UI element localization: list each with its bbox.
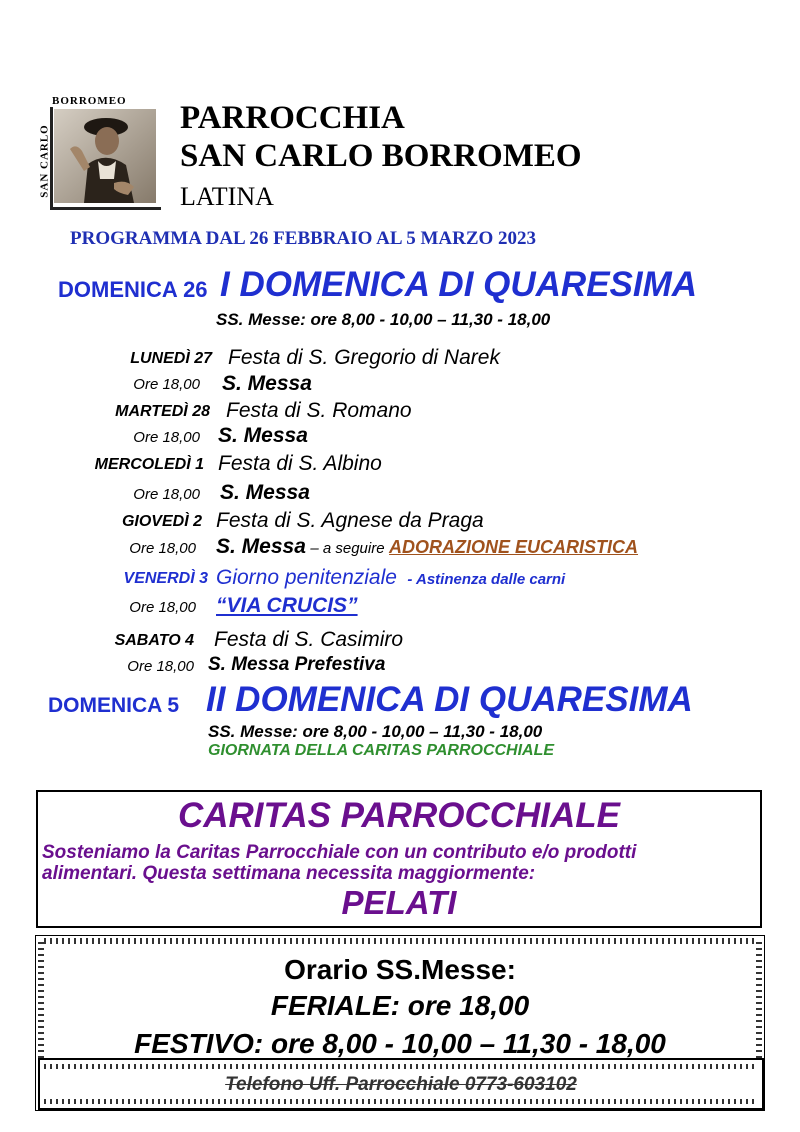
day-label: SABATO 4 bbox=[114, 632, 194, 649]
sunday2-note: GIORNATA DELLA CARITAS PARROCCHIALE bbox=[208, 742, 555, 759]
day-time: Ore 18,00 bbox=[127, 658, 194, 675]
caritas-box bbox=[36, 790, 762, 928]
day-event: S. Messa bbox=[222, 372, 312, 395]
day-label: LUNEDÌ 27 bbox=[130, 350, 212, 367]
parish-logo bbox=[38, 95, 162, 209]
greek-key-border-phone-bottom bbox=[44, 1099, 758, 1104]
day-label: GIOVEDÌ 2 bbox=[121, 513, 202, 530]
logo-side-text: SAN CARLO bbox=[38, 124, 51, 198]
day-time: Ore 18,00 bbox=[133, 486, 200, 503]
orario-festivo: FESTIVO: ore 8,00 - 10,00 – 11,30 - 18,00 bbox=[134, 1028, 666, 1059]
program-title: PROGRAMMA DAL 26 FEBBRAIO AL 5 MARZO 2023 bbox=[70, 228, 537, 249]
sunday2-title: II DOMENICA DI QUARESIMA bbox=[206, 680, 693, 719]
greek-key-border-phone-top bbox=[44, 1064, 758, 1069]
parish-title: PARROCCHIA bbox=[180, 100, 405, 136]
parish-city: LATINA bbox=[180, 182, 274, 211]
day-feast: Giorno penitenziale bbox=[216, 566, 397, 589]
caritas-item: PELATI bbox=[341, 884, 457, 921]
day-time: Ore 18,00 bbox=[133, 429, 200, 446]
sunday1-masses: SS. Messe: ore 8,00 - 10,00 – 11,30 - 18,00 bbox=[216, 310, 551, 329]
sunday1-title: I DOMENICA DI QUARESIMA bbox=[220, 265, 698, 304]
day-feast: Festa di S. Gregorio di Narek bbox=[228, 346, 500, 369]
day-time: Ore 18,00 bbox=[133, 376, 200, 393]
day-label: VENERDÌ 3 bbox=[123, 570, 208, 587]
day-time: Ore 18,00 bbox=[129, 540, 196, 557]
orario-feriale: FERIALE: ore 18,00 bbox=[270, 990, 530, 1021]
day-feast: Festa di S. Casimiro bbox=[214, 628, 404, 651]
parish-phone: Telefono Uff. Parrocchiale 0773-603102 bbox=[225, 1074, 577, 1095]
day-feast: Festa di S. Albino bbox=[218, 452, 382, 475]
parish-name: SAN CARLO BORROMEO bbox=[180, 138, 582, 174]
day-feast: Festa di S. Agnese da Praga bbox=[216, 509, 484, 532]
greek-key-border-top bbox=[38, 938, 762, 944]
day-event: S. Messa bbox=[220, 481, 310, 504]
sunday1-label: DOMENICA 26 bbox=[58, 277, 208, 302]
via-crucis-event: “VIA CRUCIS” bbox=[216, 594, 358, 617]
caritas-line1: Sosteniamo la Caritas Parrocchiale con un contributo e/o prodotti bbox=[42, 842, 637, 863]
saint-portrait-icon bbox=[54, 109, 156, 203]
day-event: S. Messa bbox=[218, 424, 308, 447]
day-feast-extra: - Astinenza dalle carni bbox=[407, 571, 566, 588]
phone-box bbox=[38, 1058, 764, 1110]
sunday2-masses: SS. Messe: ore 8,00 - 10,00 – 11,30 - 18,00 bbox=[208, 722, 543, 741]
day-feast: Festa di S. Romano bbox=[226, 399, 412, 422]
caritas-title: CARITAS PARROCCHIALE bbox=[177, 796, 621, 835]
day-label: MARTEDÌ 28 bbox=[115, 403, 210, 420]
logo-top-text: BORROMEO bbox=[52, 95, 127, 107]
day-event: S. Messa Prefestiva bbox=[208, 654, 386, 675]
day-time: Ore 18,00 bbox=[129, 599, 196, 616]
day-label: MERCOLEDÌ 1 bbox=[94, 456, 204, 473]
caritas-line2: alimentari. Questa settimana necessita maggiormente: bbox=[42, 863, 536, 884]
day-event: S. Messa bbox=[216, 535, 306, 558]
day-extra-prefix: – a seguire bbox=[310, 540, 385, 557]
adoration-link: ADORAZIONE EUCARISTICA bbox=[389, 537, 639, 557]
sunday2-label: DOMENICA 5 bbox=[48, 694, 180, 717]
orario-title: Orario SS.Messe: bbox=[284, 954, 516, 985]
